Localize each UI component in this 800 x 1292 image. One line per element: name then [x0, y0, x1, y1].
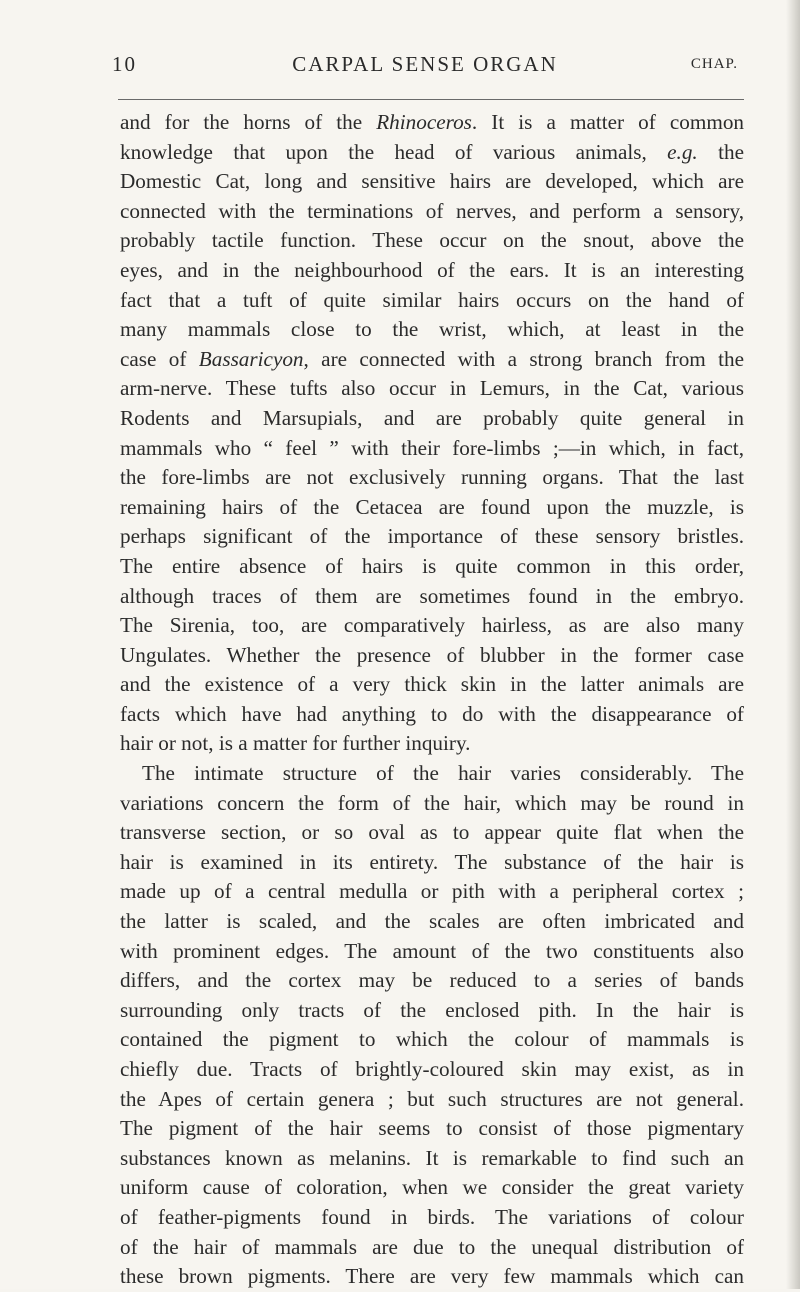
text-line: connected with the terminations of nerves, and perform a sensory,	[120, 198, 744, 223]
chapter-mark: CHAP.	[690, 56, 738, 72]
running-header	[112, 52, 738, 86]
text-line: substances known as melanins. It is remarkable to find such an	[120, 1145, 744, 1170]
text-line: facts which have had anything to do with the disappearance of	[120, 701, 744, 726]
running-title: CARPAL SENSE ORGAN	[292, 52, 558, 76]
text-line: with prominent edges. The amount of the two constituents also	[120, 938, 744, 963]
text-line: case of Bassaricyon, are connected with a strong branch from the	[120, 346, 744, 371]
text-line: knowledge that upon the head of various animals, e.g. the	[120, 139, 744, 164]
text-line: although traces of them are sometimes found in the embryo.	[120, 583, 744, 608]
text-line: The intimate structure of the hair varies considerably. The	[142, 761, 744, 786]
body-text	[120, 108, 744, 1292]
text-line: fact that a tuft of quite similar hairs occurs on the hand of	[120, 287, 744, 312]
text-line: the fore-limbs are not exclusively running organs. That the last	[120, 465, 744, 490]
text-line: arm-nerve. These tufts also occur in Lemurs, in the Cat, various	[120, 376, 744, 401]
text-line: the latter is scaled, and the scales are often imbricated and	[120, 909, 744, 934]
text-line: perhaps significant of the importance of these sensory bristles.	[120, 524, 744, 549]
text-line: The entire absence of hairs is quite common in this order,	[120, 553, 744, 578]
text-line: mammals who “ feel ” with their fore-limbs ;—in which, in fact,	[120, 435, 744, 460]
text-line: The Sirenia, too, are comparatively hairless, as are also many	[120, 613, 744, 638]
text-line: variations concern the form of the hair, which may be round in	[120, 790, 744, 815]
text-line: surrounding only tracts of the enclosed pith. In the hair is	[120, 997, 744, 1022]
header-rule	[118, 99, 744, 100]
page-edge-shadow	[786, 0, 800, 1289]
text-line: uniform cause of coloration, when we consider the great variety	[120, 1175, 744, 1200]
text-line: hair or not, is a matter for further inquiry.	[120, 731, 471, 756]
text-line: Ungulates. Whether the presence of blubber in the former case	[120, 642, 744, 667]
text-line: made up of a central medulla or pith with a peripheral cortex ;	[120, 879, 744, 904]
text-line: and for the horns of the Rhinoceros. It is a matter of common	[120, 110, 744, 134]
text-line: contained the pigment to which the colour of mammals is	[120, 1027, 744, 1052]
page-number: 10	[112, 52, 137, 76]
text-line: of feather-pigments found in birds. The variations of colour	[120, 1204, 744, 1229]
text-line: Domestic Cat, long and sensitive hairs are developed, which are	[120, 169, 744, 194]
text-line: remaining hairs of the Cetacea are found upon the muzzle, is	[120, 494, 744, 519]
text-line: chiefly due. Tracts of brightly-coloured skin may exist, as in	[120, 1057, 744, 1081]
text-line: the Apes of certain genera ; but such structures are not general.	[120, 1086, 744, 1111]
text-line: Rodents and Marsupials, and are probably quite general in	[120, 405, 744, 430]
text-line: eyes, and in the neighbourhood of the ears. It is an interesting	[120, 257, 744, 282]
text-line: and the existence of a very thick skin in the latter animals are	[120, 672, 744, 697]
text-line: of the hair of mammals are due to the unequal distribution of	[120, 1234, 744, 1259]
text-line: differs, and the cortex may be reduced to a series of bands	[120, 968, 744, 993]
text-line: The pigment of the hair seems to consist of those pigmentary	[120, 1116, 744, 1141]
text-line: many mammals close to the wrist, which, at least in the	[120, 317, 744, 342]
text-line: hair is examined in its entirety. The substance of the hair is	[120, 849, 744, 874]
text-line: transverse section, or so oval as to appear quite flat when the	[120, 820, 744, 845]
text-line: probably tactile function. These occur on the snout, above the	[120, 228, 744, 253]
text-line: these brown pigments. There are very few mammals which can	[120, 1264, 744, 1289]
